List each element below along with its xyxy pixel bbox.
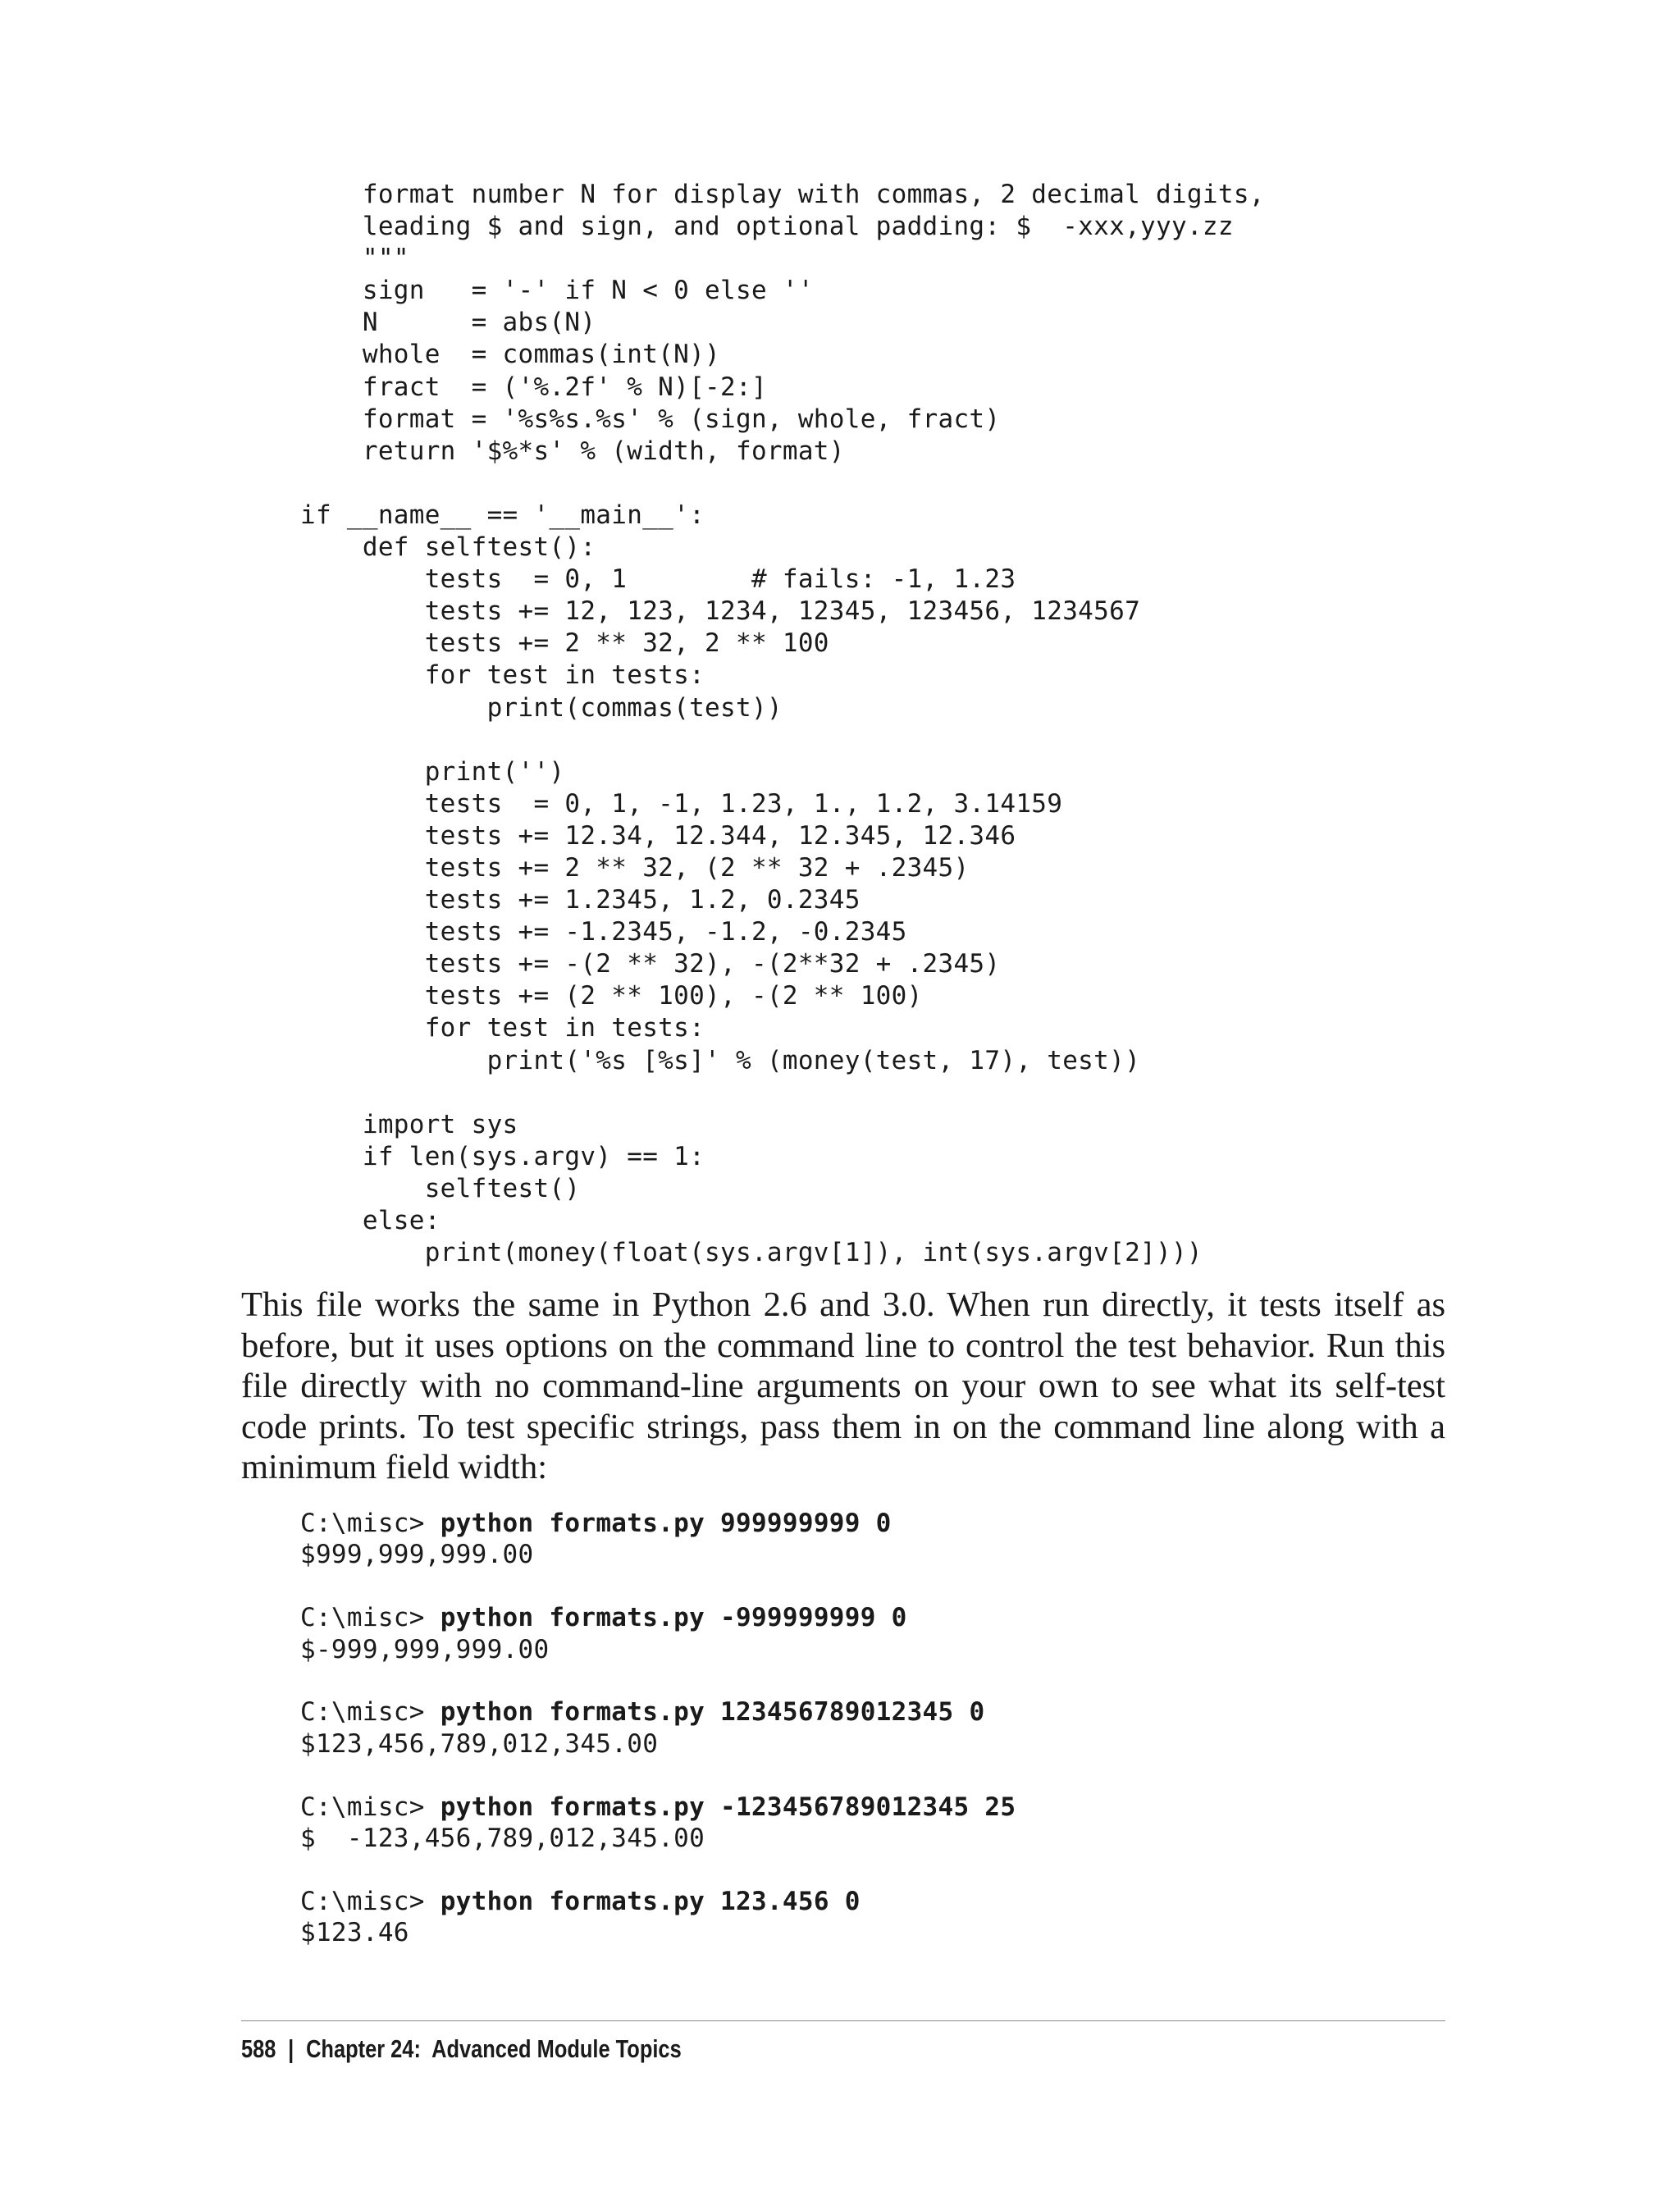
cli-output: $123,456,789,012,345.00 bbox=[300, 1728, 659, 1759]
cli-command: python formats.py -999999999 0 bbox=[440, 1603, 907, 1633]
cli-output: $-999,999,999.00 bbox=[300, 1634, 550, 1664]
cli-prompt: C:\misc> bbox=[300, 1603, 441, 1633]
code-line bbox=[300, 724, 1265, 756]
page-footer bbox=[241, 2033, 682, 2066]
code-line: fract = ('%.2f' % N)[-2:] bbox=[300, 372, 767, 402]
body-paragraph: This file works the same in Python 2.6 and 3.0. When run directly, it tests itself as before, but it uses options on the command line to control the test behavior. Run this file directly with no command-line arguments on your own to see what its self-test code prints. To test specific strings, pass them in on the command line along with a minimum field width: bbox=[241, 1285, 1445, 1487]
code-line: tests = 0, 1 # fails: -1, 1.23 bbox=[300, 564, 1016, 595]
command-line-examples bbox=[300, 1508, 1016, 1948]
cli-command-line bbox=[300, 1696, 1016, 1728]
cli-prompt: C:\misc> bbox=[300, 1886, 441, 1916]
code-line bbox=[300, 1077, 1265, 1109]
blank-line bbox=[300, 1854, 1016, 1885]
footer-separator: | bbox=[288, 2034, 294, 2063]
code-line: for test in tests: bbox=[300, 660, 705, 691]
cli-output: $999,999,999.00 bbox=[300, 1540, 534, 1570]
cli-prompt: C:\misc> bbox=[300, 1697, 441, 1728]
code-line: def selftest(): bbox=[300, 532, 596, 563]
cli-output: $ -123,456,789,012,345.00 bbox=[300, 1823, 705, 1853]
code-line: """ bbox=[300, 244, 409, 274]
footer-rule bbox=[241, 2020, 1445, 2021]
code-line: if len(sys.argv) == 1: bbox=[300, 1141, 705, 1171]
cli-prompt: C:\misc> bbox=[300, 1509, 441, 1538]
cli-command: python formats.py 123.456 0 bbox=[440, 1886, 861, 1916]
code-line: tests += -(2 ** 32), -(2**32 + .2345) bbox=[300, 949, 1001, 979]
code-line: print('%s [%s]' % (money(test, 17), test)) bbox=[300, 1045, 1141, 1075]
code-line: return '$%*s' % (width, format) bbox=[300, 436, 845, 466]
code-line: tests = 0, 1, -1, 1.23, 1., 1.2, 3.14159 bbox=[300, 788, 1063, 819]
cli-command-line bbox=[300, 1602, 1016, 1633]
code-line: tests += 2 ** 32, (2 ** 32 + .2345) bbox=[300, 852, 970, 883]
cli-command: python formats.py 123456789012345 0 bbox=[440, 1697, 985, 1728]
code-line: else: bbox=[300, 1206, 441, 1235]
code-line: tests += 12, 123, 1234, 12345, 123456, 1234567 bbox=[300, 596, 1141, 627]
code-line: if __name__ == '__main__': bbox=[300, 500, 705, 530]
code-line: N = abs(N) bbox=[300, 308, 596, 338]
cli-command-line bbox=[300, 1792, 1016, 1823]
code-line: tests += 1.2345, 1.2, 0.2345 bbox=[300, 885, 861, 915]
code-line: whole = commas(int(N)) bbox=[300, 340, 721, 370]
code-line: sign = '-' if N < 0 else '' bbox=[300, 276, 814, 306]
blank-line bbox=[300, 1665, 1016, 1696]
code-line: format = '%s%s.%s' % (sign, whole, fract) bbox=[300, 404, 1001, 434]
code-line: import sys bbox=[300, 1109, 518, 1139]
page-number: 588 bbox=[241, 2034, 276, 2063]
code-line: tests += -1.2345, -1.2, -0.2345 bbox=[300, 917, 907, 947]
chapter-title: Chapter 24: Advanced Module Topics bbox=[306, 2034, 682, 2063]
code-line: print('') bbox=[300, 756, 565, 787]
code-listing bbox=[300, 179, 1265, 1269]
cli-output: $123.46 bbox=[300, 1918, 409, 1948]
blank-line bbox=[300, 1760, 1016, 1791]
code-line: selftest() bbox=[300, 1173, 581, 1203]
cli-command-line bbox=[300, 1886, 1016, 1917]
cli-command: python formats.py 999999999 0 bbox=[440, 1509, 892, 1538]
code-line: format number N for display with commas, 2 decimal digits, bbox=[300, 180, 1265, 209]
code-line: print(money(float(sys.argv[1]), int(sys.argv[2]))) bbox=[300, 1238, 1203, 1268]
cli-command-line bbox=[300, 1508, 1016, 1539]
code-line: leading $ and sign, and optional padding: $ -xxx,yyy.zz bbox=[300, 212, 1234, 242]
code-line: for test in tests: bbox=[300, 1013, 705, 1043]
code-line bbox=[300, 468, 1265, 500]
code-line: print(commas(test)) bbox=[300, 692, 783, 723]
cli-prompt: C:\misc> bbox=[300, 1792, 441, 1822]
code-line: tests += 12.34, 12.344, 12.345, 12.346 bbox=[300, 820, 1016, 851]
cli-command: python formats.py -123456789012345 25 bbox=[440, 1792, 1016, 1822]
blank-line bbox=[300, 1571, 1016, 1602]
code-line: tests += 2 ** 32, 2 ** 100 bbox=[300, 628, 829, 659]
code-line: tests += (2 ** 100), -(2 ** 100) bbox=[300, 981, 923, 1011]
